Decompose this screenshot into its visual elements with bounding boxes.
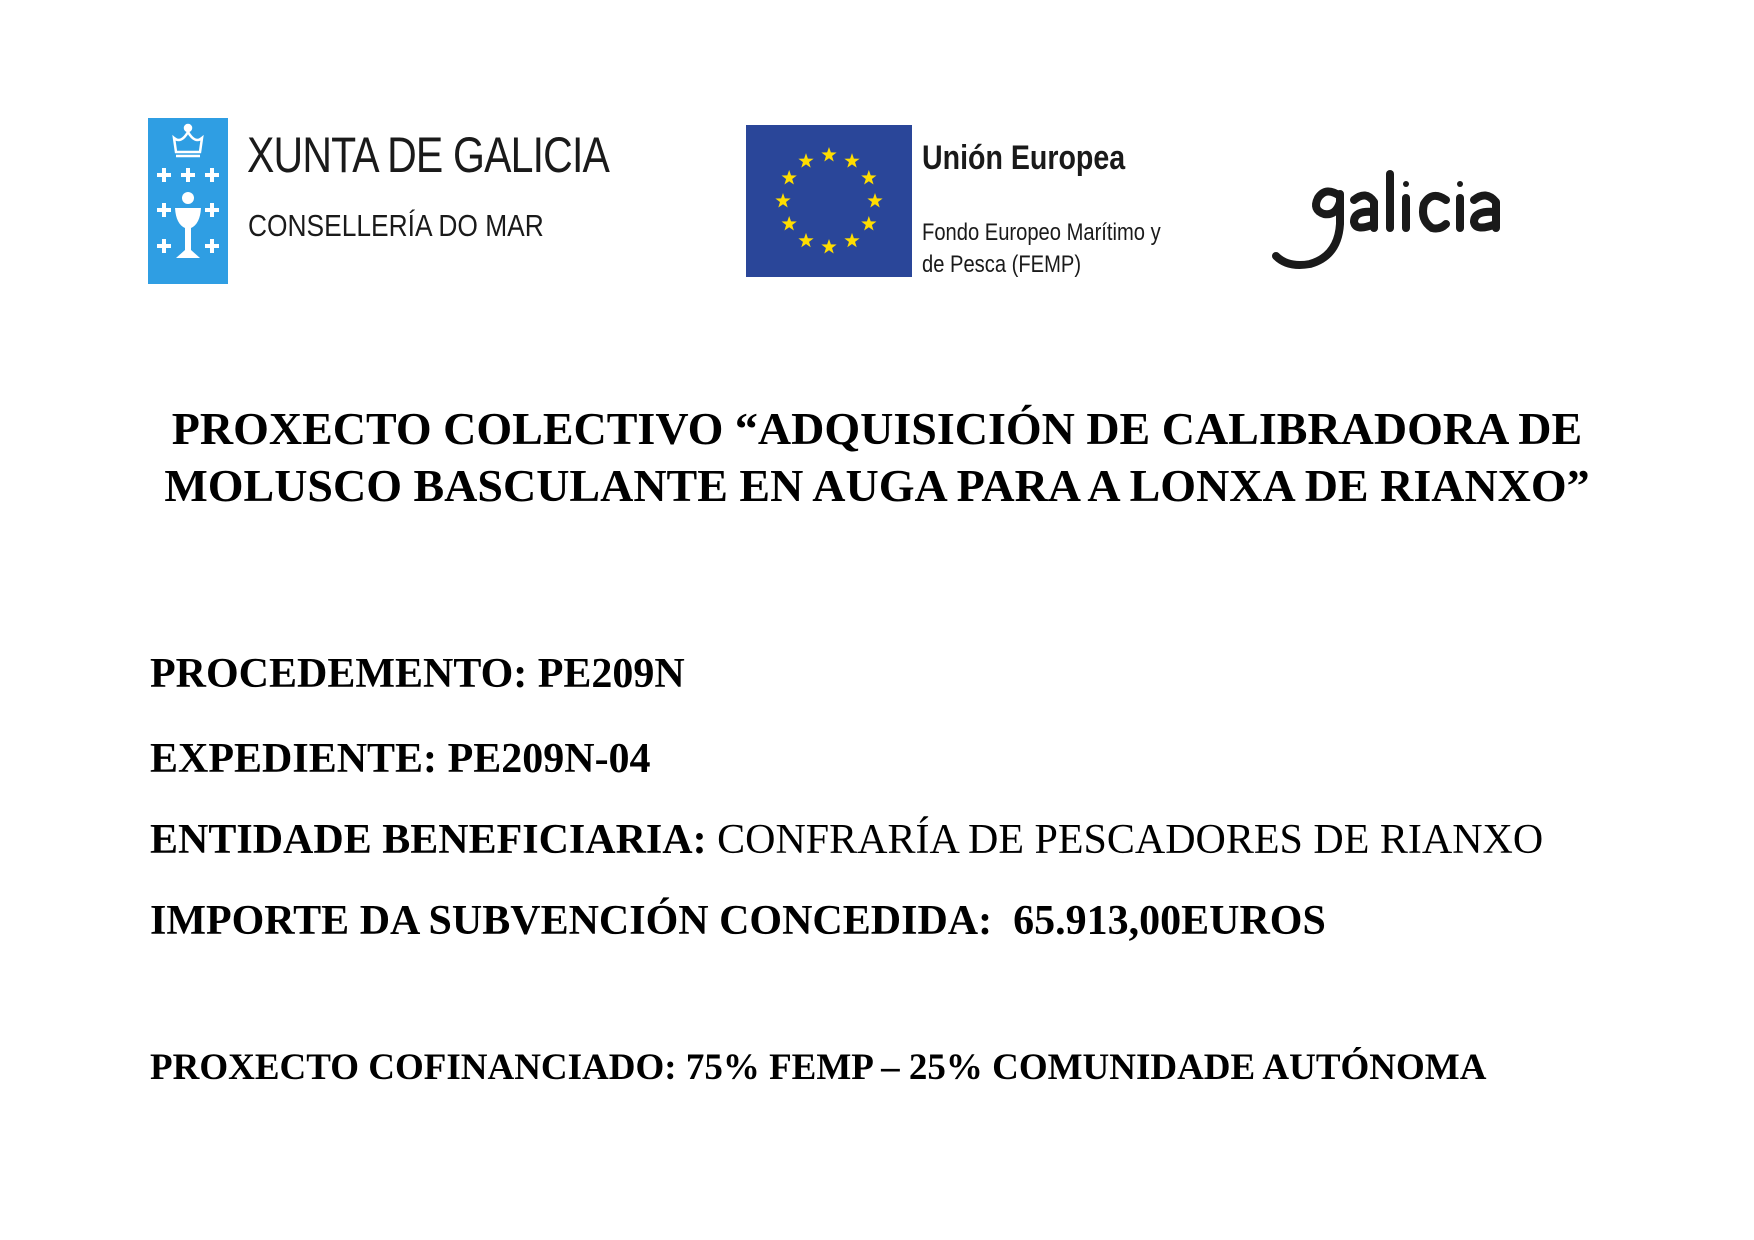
union-europea-logo	[746, 125, 1206, 280]
expediente-value: PE209N-04	[447, 736, 651, 782]
eu-star-icon	[844, 153, 859, 167]
xunta-title: XUNTA DE GALICIA	[247, 127, 610, 183]
ue-subtitle-line1: Fondo Europeo Marítimo y	[922, 219, 1161, 246]
entidade-row	[150, 816, 1543, 864]
expediente-row	[150, 735, 651, 783]
xunta-de-galicia-logo	[148, 118, 610, 284]
eu-star-icon	[782, 216, 797, 230]
galicia-coat-of-arms-icon	[148, 118, 228, 284]
eu-star-icon	[782, 170, 797, 184]
eu-star-icon	[821, 239, 836, 253]
entidade-label: ENTIDADE BENEFICIARIA:	[150, 817, 707, 863]
eu-star-icon	[844, 233, 859, 247]
ue-subtitle	[922, 217, 1161, 281]
importe-row	[150, 897, 1326, 945]
xunta-subtitle: CONSELLERÍA DO MAR	[248, 208, 544, 243]
eu-star-icon	[867, 193, 882, 207]
eu-flag-icon	[746, 125, 912, 277]
eu-star-icon	[861, 216, 876, 230]
eu-star-icon	[861, 170, 876, 184]
cofinanciado-note: PROXECTO COFINANCIADO: 75% FEMP – 25% COMUNIDADE AUTÓNOMA	[150, 1047, 1487, 1088]
ue-subtitle-line2: de Pesca (FEMP)	[922, 251, 1082, 278]
eu-star-icon	[821, 147, 836, 161]
procedemento-row	[150, 650, 685, 698]
ue-title: Unión Europea	[922, 139, 1126, 177]
eu-star-icon	[775, 193, 790, 207]
eu-star-icon	[798, 233, 813, 247]
project-title: PROXECTO COLECTIVO “ADQUISICIÓN DE CALIBRADORA DE MOLUSCO BASCULANTE EN AUGA PARA A LONXA DE RIANXO”	[164, 403, 1590, 511]
procedemento-value: PE209N	[537, 651, 685, 697]
expediente-label: EXPEDIENTE:	[150, 736, 438, 782]
entidade-value: CONFRARÍA DE PESCADORES DE RIANXO	[717, 817, 1544, 863]
importe-value: 65.913,00EUROS	[1013, 898, 1326, 944]
procedemento-label: PROCEDEMENTO:	[150, 651, 528, 697]
galicia-wordmark-logo	[1270, 168, 1510, 278]
eu-star-icon	[798, 153, 813, 167]
importe-label: IMPORTE DA SUBVENCIÓN CONCEDIDA:	[150, 898, 993, 944]
